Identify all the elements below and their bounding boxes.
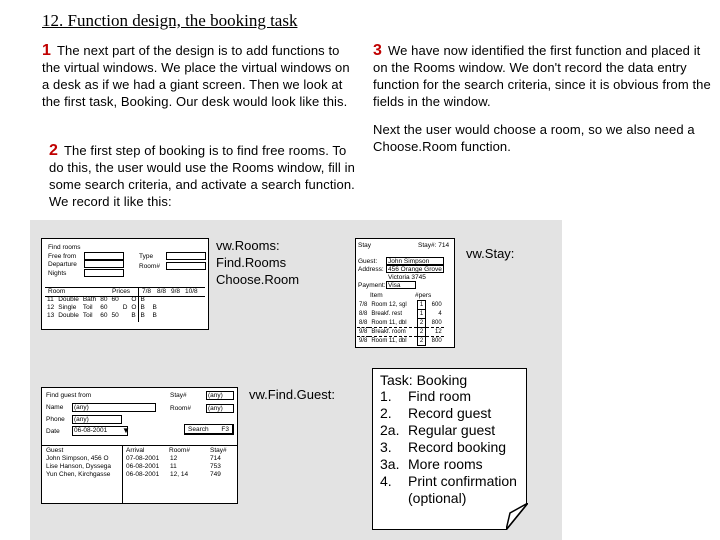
room-no-input[interactable]: (any) — [206, 404, 234, 413]
task-step: 3a. More rooms — [380, 456, 483, 472]
task-step: 2. Record guest — [380, 405, 492, 421]
find-guest-label: Find guest from — [46, 392, 92, 399]
task-step: 3. Record booking — [380, 439, 507, 455]
task-title: Task: Booking — [380, 372, 468, 388]
table-row[interactable]: 12 Single Toil 60 D O B B — [47, 304, 157, 311]
step-2-paragraph — [49, 142, 359, 210]
search-button[interactable]: Search F3 — [184, 424, 234, 435]
table-row[interactable]: 7/8 Room 12, sgl 1 600 — [359, 302, 442, 308]
name-label: Name — [46, 404, 64, 411]
room-no-input[interactable] — [166, 262, 206, 270]
step-2-number: 2 — [49, 142, 58, 159]
stay-number: Stay#: 714 — [418, 242, 450, 249]
address-label: Address: — [358, 266, 384, 273]
rooms-header-prices: Prices — [112, 288, 131, 295]
rooms-table — [45, 296, 159, 320]
payment-field[interactable]: Visa — [386, 281, 416, 289]
step-3-number: 3 — [373, 42, 382, 59]
stay-items-table — [357, 300, 444, 346]
stay-window — [355, 238, 455, 348]
table-row[interactable]: 13 Double Toil 60 50 B B B — [47, 312, 157, 319]
persons-header: #pers — [415, 292, 432, 299]
step-1-number: 1 — [42, 42, 51, 59]
step-3-text: We have now identified the first function and placed it on the Rooms window. We don't record the data entry function for the search criteria, since it is obvious from the fields in the window. — [373, 43, 711, 109]
type-input[interactable] — [166, 252, 206, 260]
nights-label: Nights — [48, 270, 67, 277]
rooms-header-date-2: 8/8 — [157, 288, 167, 295]
task-card — [372, 368, 527, 530]
guest-label: Guest: — [358, 258, 378, 265]
task-step: 1. Find room — [380, 388, 472, 404]
rooms-header-date-4: 10/8 — [185, 288, 198, 295]
guest-header: Guest — [46, 447, 64, 454]
step-2-text: The first step of booking is to find free rooms. To do this, the user would use the Rooms window, fill in some search criteria, and activate a search function. We record it like this: — [49, 143, 355, 209]
guest-table-line — [42, 445, 237, 446]
stay-window-name: vw.Stay: — [466, 246, 515, 261]
rooms-window-name: vw.Rooms: — [216, 238, 280, 253]
step-3-paragraph — [373, 42, 713, 110]
item-header: Item — [370, 292, 383, 299]
stay-header: Stay# — [210, 447, 227, 454]
step-1-text: The next part of the design is to add functions to the virtual windows. We place the virtual windows on a desk as if we had a giant screen. Then we look at the first task, Booking. Our desk would look like this. — [42, 43, 350, 109]
step-3-paragraph-2: Next the user would choose a room, so we also need a Choose.Room function. — [373, 122, 695, 154]
table-row[interactable]: John Simpson, 456 O 07-08-2001 12 714 — [46, 455, 221, 462]
chevron-down-icon[interactable]: ▼ — [122, 426, 130, 435]
room-no-label: Room# — [139, 263, 160, 270]
task-step: 2a. Regular guest — [380, 422, 496, 438]
payment-label: Payment: — [358, 282, 386, 289]
departure-input[interactable] — [84, 260, 124, 268]
address-field[interactable]: 456 Orange Grove — [386, 265, 444, 273]
date-label: Date — [46, 428, 60, 435]
address-line-2: Victoria 3745 — [388, 274, 426, 281]
find-guest-window-name: vw.Find.Guest: — [249, 387, 335, 402]
rooms-header-date-1: 7/8 — [142, 288, 152, 295]
guest-results-table — [44, 455, 223, 479]
table-row[interactable]: Yun Chen, Kirchgasse 06-08-2001 12, 14 749 — [46, 471, 221, 478]
free-from-label: Free from — [48, 253, 77, 260]
table-row[interactable]: 8/8 Breakf. rest 1 4 — [359, 311, 442, 317]
find-rooms-function: Find.Rooms — [216, 255, 287, 270]
arrival-header: Arrival — [126, 447, 145, 454]
table-row[interactable]: 8/8 Room 11, dbl 2 800 — [359, 319, 442, 326]
room-no-label: Room# — [170, 405, 191, 412]
rooms-window — [41, 238, 209, 330]
date-input[interactable]: 06-08-2001 — [72, 426, 128, 436]
departure-label: Departure — [48, 261, 77, 268]
folded-corner-icon — [506, 503, 528, 530]
find-rooms-label: Find rooms — [48, 244, 81, 251]
find-guest-window — [41, 387, 238, 504]
name-input[interactable]: (any) — [72, 403, 156, 412]
guest-field[interactable]: John Simpson — [386, 257, 444, 265]
type-label: Type — [139, 253, 154, 260]
stay-label: Stay — [358, 242, 372, 249]
nights-input[interactable] — [84, 269, 124, 277]
step-1-paragraph — [42, 42, 352, 110]
rooms-header-room: Room — [48, 288, 66, 295]
task-step: 4. Print confirmation — [380, 473, 517, 489]
table-row[interactable]: 9/8 Breakf. room 2 12 — [359, 329, 442, 335]
rooms-header-date-3: 9/8 — [171, 288, 181, 295]
task-step: (optional) — [408, 490, 467, 506]
table-row[interactable]: Lise Hanson, Dyssega 06-08-2001 11 753 — [46, 463, 221, 470]
phone-label: Phone — [46, 416, 65, 423]
room-header: Room# — [169, 447, 190, 454]
choose-room-function: Choose.Room — [216, 272, 300, 287]
stay-no-label: Stay# — [170, 392, 187, 399]
table-row[interactable]: 11 Double Bath 80 60 O B — [47, 296, 145, 303]
free-from-input[interactable] — [84, 252, 124, 260]
page-title: 12. Function design, the booking task — [42, 11, 298, 30]
phone-input[interactable]: (any) — [72, 415, 122, 424]
table-row[interactable]: 9/8 Room 11, dbl 2 800 — [359, 338, 442, 345]
stay-no-input[interactable]: (any) — [206, 391, 234, 400]
